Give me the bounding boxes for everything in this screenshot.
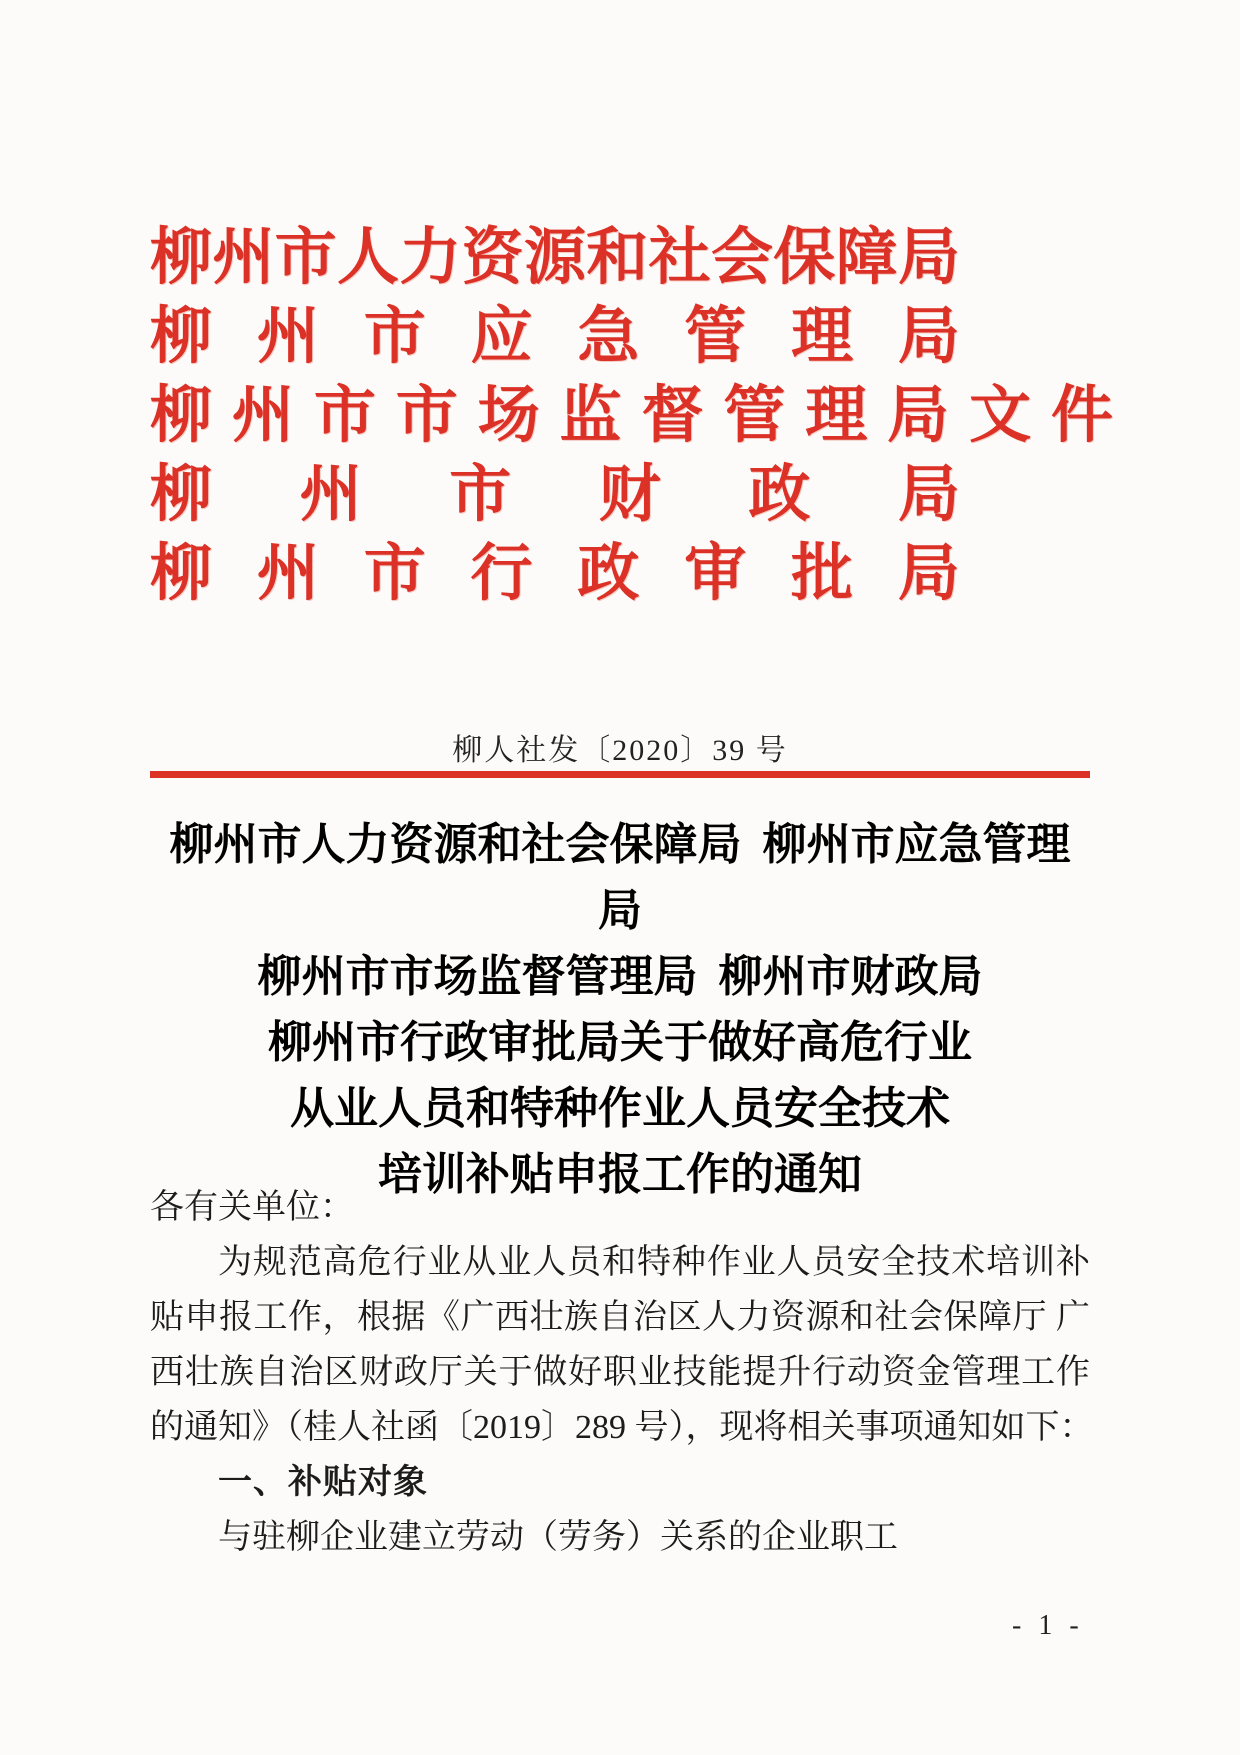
red-divider-rule: [150, 771, 1090, 778]
letterhead-char: 财: [598, 460, 661, 529]
letterhead-char: 市: [363, 539, 426, 608]
letterhead-char: 局: [897, 539, 960, 608]
letterhead-char: 会: [710, 223, 773, 292]
document-body: [150, 1180, 1094, 1565]
section-text: 与驻柳企业建立劳动（劳务）关系的企业职工: [218, 1519, 898, 1556]
agency-line-1: [150, 218, 960, 297]
letterhead-char: 行: [470, 539, 533, 608]
letterhead-char: 理: [791, 302, 854, 371]
letterhead-char: 政: [577, 539, 640, 608]
letterhead-char: 和: [586, 223, 649, 292]
document-number: 柳人社发〔2020〕39 号: [452, 734, 788, 767]
letterhead-char: 审: [684, 539, 747, 608]
paragraph-line: 西壮族自治区财政厅关于做好职业技能提升行动资金管理工作: [150, 1354, 1090, 1391]
title-line-2: 柳州市市场监督管理局 柳州市财政局: [257, 952, 983, 1001]
letterhead-char: 市: [313, 381, 376, 450]
letterhead-char: 州: [212, 223, 275, 292]
red-letterhead: [150, 218, 1113, 613]
letterhead-char: 局: [897, 302, 960, 371]
letterhead-char: 局: [897, 223, 960, 292]
letterhead-char: 州: [231, 381, 294, 450]
letterhead-char: 急: [577, 302, 640, 371]
letterhead-char: 文: [969, 381, 1032, 450]
letterhead-char: 督: [641, 381, 704, 450]
letterhead-char: 社: [648, 223, 711, 292]
title-line-4: 从业人员和特种作业人员安全技术: [290, 1084, 950, 1133]
letterhead-char: 柳: [150, 460, 213, 529]
agency-line-3: [150, 376, 1113, 455]
paragraph-line: 的通知》（桂人社函〔2019〕289 号），现将相关事项通知如下：: [150, 1409, 1094, 1446]
letterhead-char: 源: [523, 223, 586, 292]
section-heading: 一、补贴对象: [218, 1463, 428, 1501]
letterhead-char: 力: [399, 223, 462, 292]
paragraph-line: 为规范高危行业从业人员和特种作业人员安全技术培训补: [218, 1244, 1090, 1281]
agency-line-4: [150, 455, 960, 534]
agency-line-2: [150, 297, 960, 376]
letterhead-char: 市: [274, 223, 337, 292]
page-number: - 1 -: [1012, 1610, 1084, 1641]
letterhead-char: 批: [791, 539, 854, 608]
letterhead-char: 场: [477, 381, 540, 450]
title-line-5: 培训补贴申报工作的通知: [378, 1150, 862, 1199]
letterhead-char: 应: [470, 302, 533, 371]
paragraph-line: 贴申报工作，根据《广西壮族自治区人力资源和社会保障厅 广: [150, 1299, 1090, 1336]
letterhead-char: 局: [887, 381, 950, 450]
title-line-3: 柳州市行政审批局关于做好高危行业: [268, 1018, 972, 1067]
letterhead-char: 监: [559, 381, 622, 450]
letterhead-char: 州: [256, 539, 319, 608]
letterhead-char: 市: [363, 302, 426, 371]
letterhead-char: 人: [336, 223, 399, 292]
letterhead-char: 州: [256, 302, 319, 371]
letterhead-char: 障: [835, 223, 898, 292]
letterhead-char: 资: [461, 223, 524, 292]
letterhead-char: 柳: [150, 302, 213, 371]
agency-line-5: [150, 534, 960, 613]
document-title: [150, 812, 1090, 1208]
letterhead-char: 柳: [150, 223, 213, 292]
letterhead-char: 件: [1050, 381, 1113, 450]
title-line-1: 柳州市人力资源和社会保障局 柳州市应急管理局: [169, 820, 1071, 935]
letterhead-char: 柳: [150, 539, 213, 608]
letterhead-char: 保: [773, 223, 836, 292]
salutation: 各有关单位：: [150, 1189, 354, 1226]
letterhead-char: 管: [723, 381, 786, 450]
letterhead-char: 市: [449, 460, 512, 529]
letterhead-char: 管: [684, 302, 747, 371]
letterhead-char: 局: [897, 460, 960, 529]
letterhead-char: 州: [299, 460, 362, 529]
letterhead-char: 理: [805, 381, 868, 450]
letterhead-char: 政: [748, 460, 811, 529]
letterhead-char: 市: [395, 381, 458, 450]
letterhead-char: 柳: [150, 381, 213, 450]
